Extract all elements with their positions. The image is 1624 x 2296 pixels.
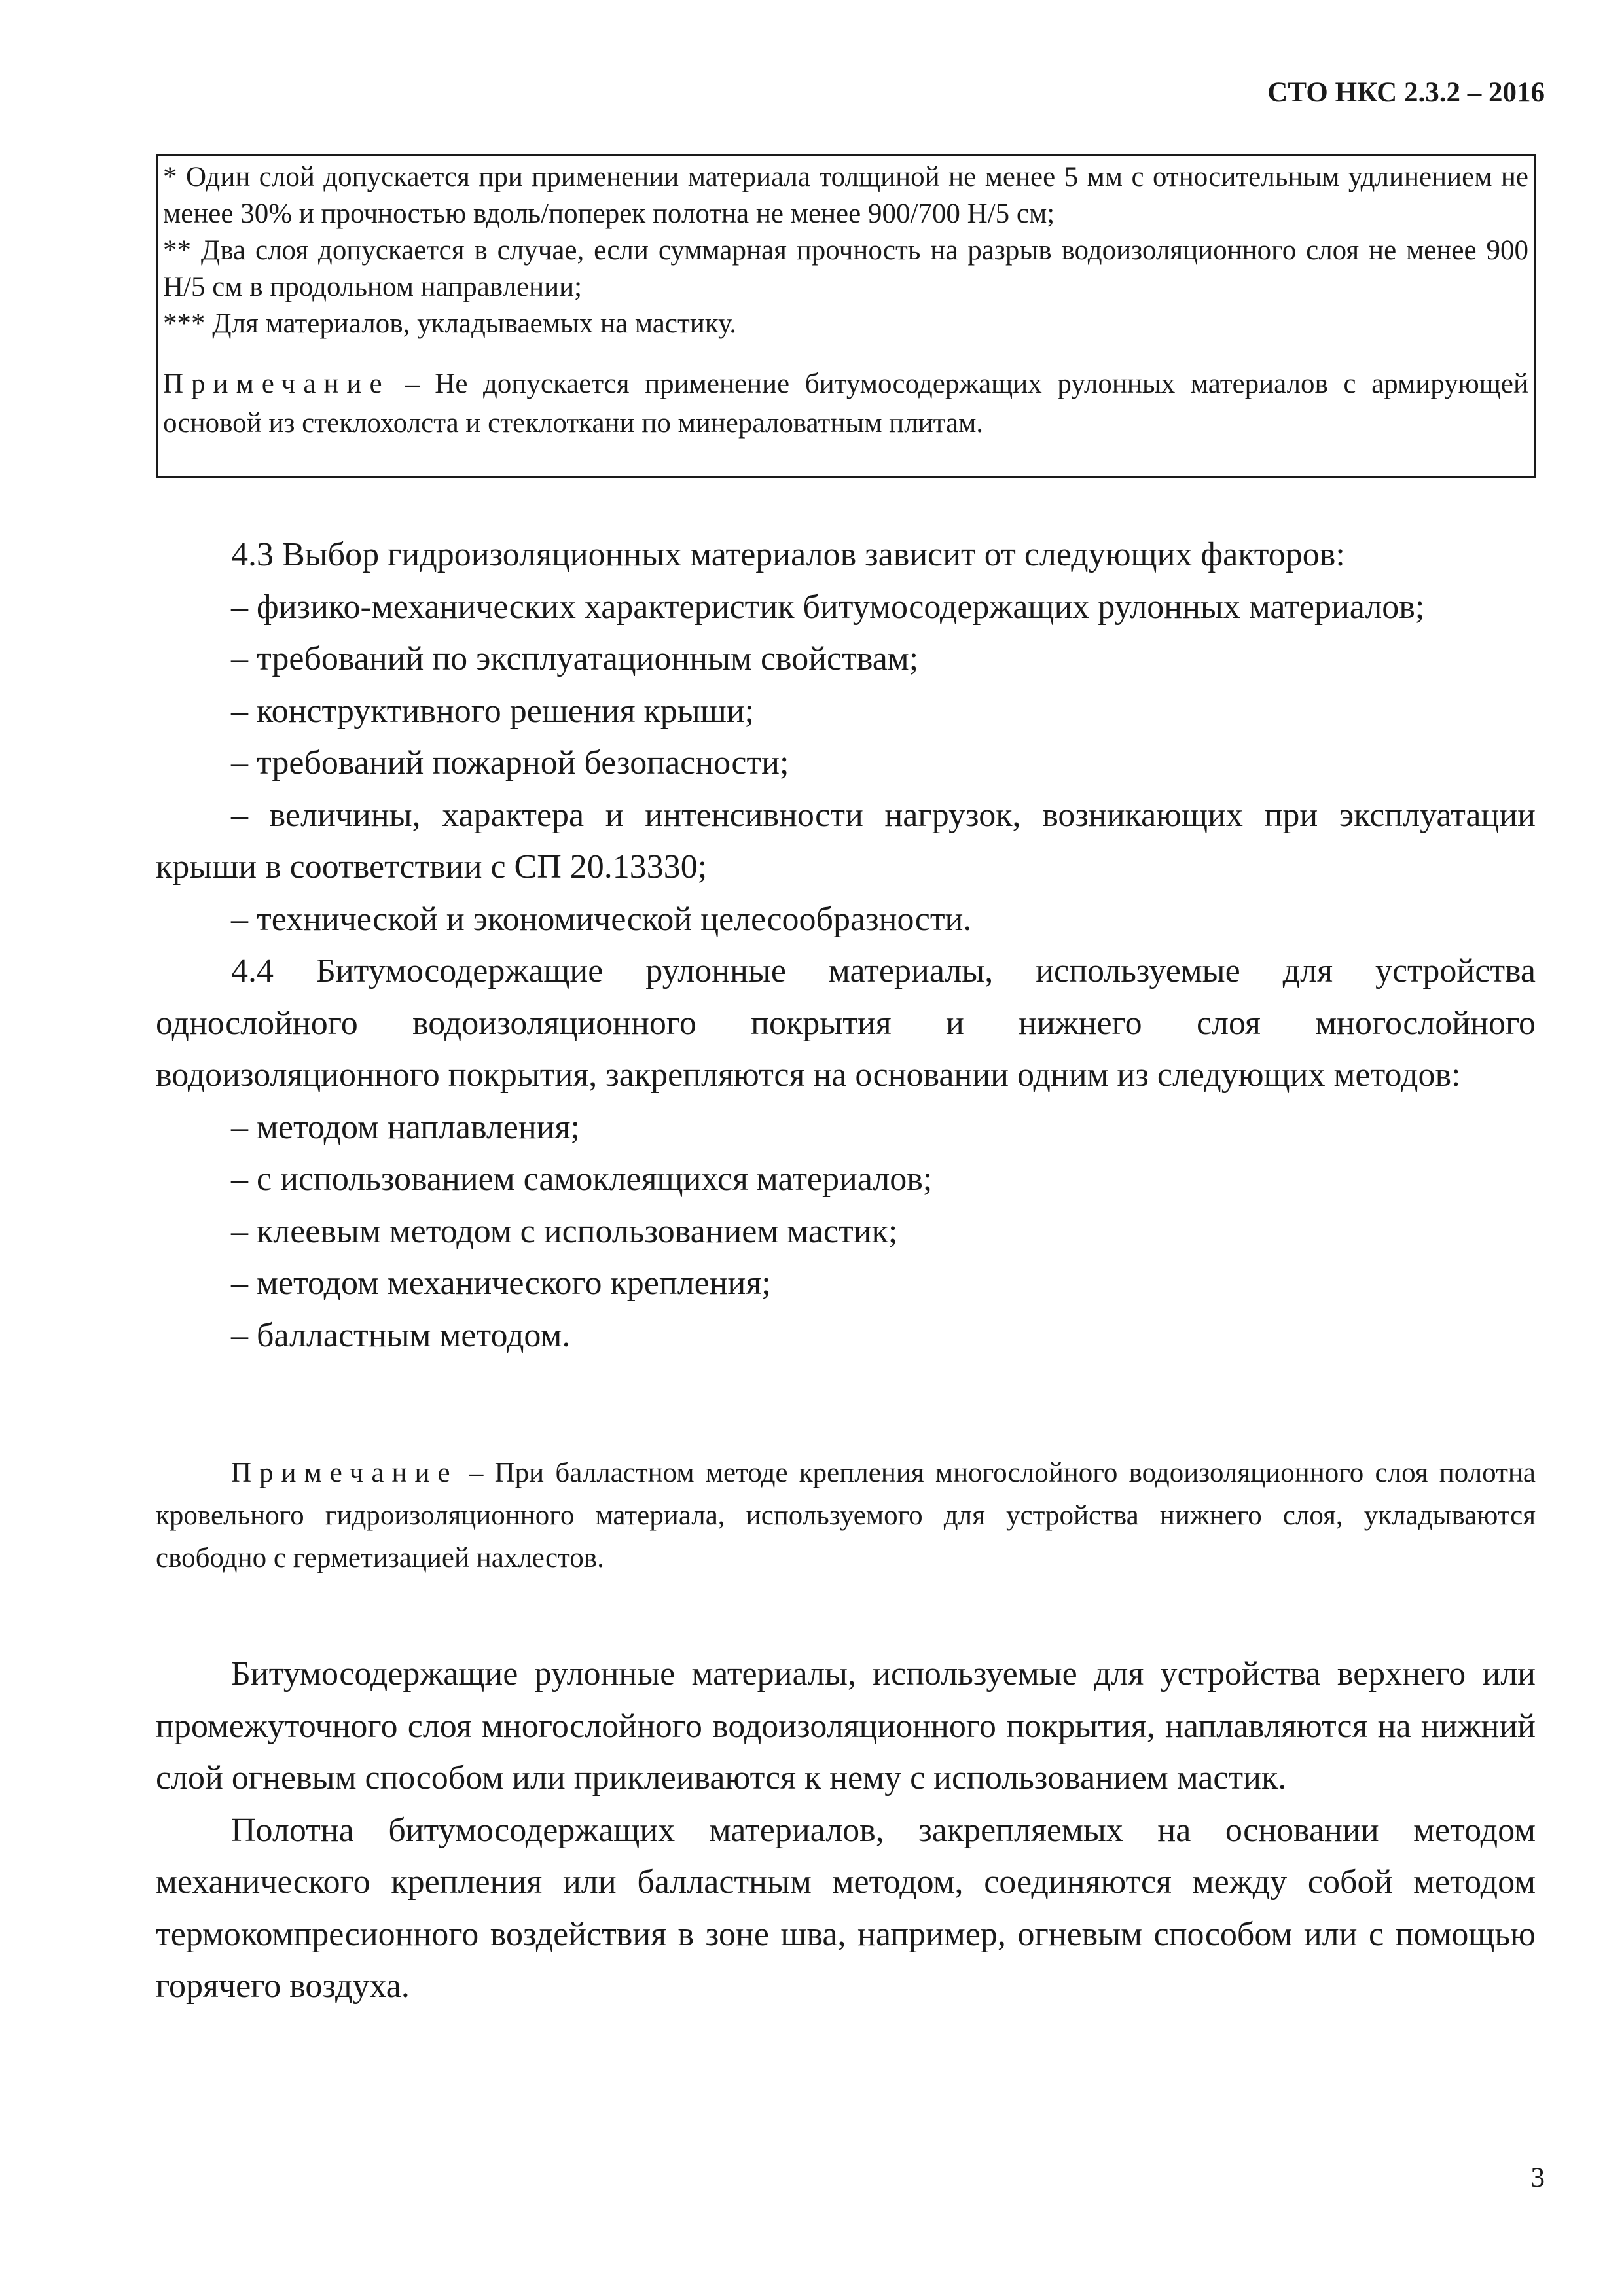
ballast-method-note — [156, 1452, 1536, 1579]
box-note — [163, 365, 1528, 443]
page-number: 3 — [1530, 2162, 1545, 2193]
list-item: – физико-механических характеристик битумосодержащих рулонных материалов; — [231, 588, 1425, 626]
footnote-two-layers: ** Два слоя допускается в случае, если суммарная прочность на разрыв водоизоляционного слоя не менее 900 Н/5 см в продольном направлении; — [163, 235, 1528, 302]
box-note-text: – Не допускается применение битумосодержащих рулонных материалов с армирующей основой из стеклохолста и стеклоткани по минераловатным плитам. — [163, 368, 1528, 439]
note-text: – При балластном методе крепления многослойного водоизоляционного слоя полотна кровельного гидроизоляционного материала, используемого для устройства нижнего слоя, укладываются свободно с герметизацией нахлестов. — [156, 1458, 1536, 1573]
list-item: – методом механического крепления; — [231, 1265, 771, 1302]
list-item: – технической и экономической целесообразности. — [231, 900, 972, 938]
sections-4-3-4-4 — [156, 529, 1536, 1361]
document-code-header: СТО НКС 2.3.2 – 2016 — [1267, 77, 1545, 108]
list-item: – с использованием самоклеящихся материалов; — [231, 1160, 933, 1198]
section-4-4-intro: 4.4 Битумосодержащие рулонные материалы, используемые для устройства однослойного водоизоляционного покрытия и нижнего слоя многослойного водоизоляционного покрытия, закрепляются на основании одним из следующих методов: — [156, 952, 1536, 1094]
list-item: – величины, характера и интенсивности нагрузок, возникающих при эксплуатации крыши в соответствии с СП 20.13330; — [156, 796, 1536, 886]
footnotes-box — [156, 154, 1536, 478]
closing-paragraphs — [156, 1648, 1536, 2013]
list-item: – клеевым методом с использованием мастик; — [231, 1212, 898, 1250]
note-label: Примечание — [231, 1458, 458, 1488]
section-4-3-intro: 4.3 Выбор гидроизоляционных материалов зависит от следующих факторов: — [231, 536, 1345, 573]
list-item: – методом наплавления; — [231, 1108, 580, 1146]
footnote-single-layer: * Один слой допускается при применении материала толщиной не менее 5 мм с относительным удлинением не менее 30% и прочностью вдоль/поперек полотна не менее 900/700 Н/5 см; — [163, 162, 1528, 229]
box-note-label: Примечание — [163, 368, 390, 399]
footnote-mastic: *** Для материалов, укладываемых на мастику. — [163, 308, 736, 339]
list-item: – требований пожарной безопасности; — [231, 744, 789, 781]
paragraph-upper-layer: Битумосодержащие рулонные материалы, используемые для устройства верхнего или промежуточного слоя многослойного водоизоляционного покрытия, наплавляются на нижний слой огневым способом или приклеиваются к нему с использованием мастик. — [156, 1655, 1536, 1797]
list-item: – балластным методом. — [231, 1316, 571, 1354]
list-item: – требований по эксплуатационным свойствам; — [231, 640, 919, 677]
paragraph-seam-joining: Полотна битумосодержащих материалов, закрепляемых на основании методом механического крепления или балластным методом, соединяются между собой методом термокомпресионного воздействия в зоне шва, например, огневым способом или с помощью горячего воздуха. — [156, 1811, 1536, 2005]
list-item: – конструктивного решения крыши; — [231, 692, 755, 730]
